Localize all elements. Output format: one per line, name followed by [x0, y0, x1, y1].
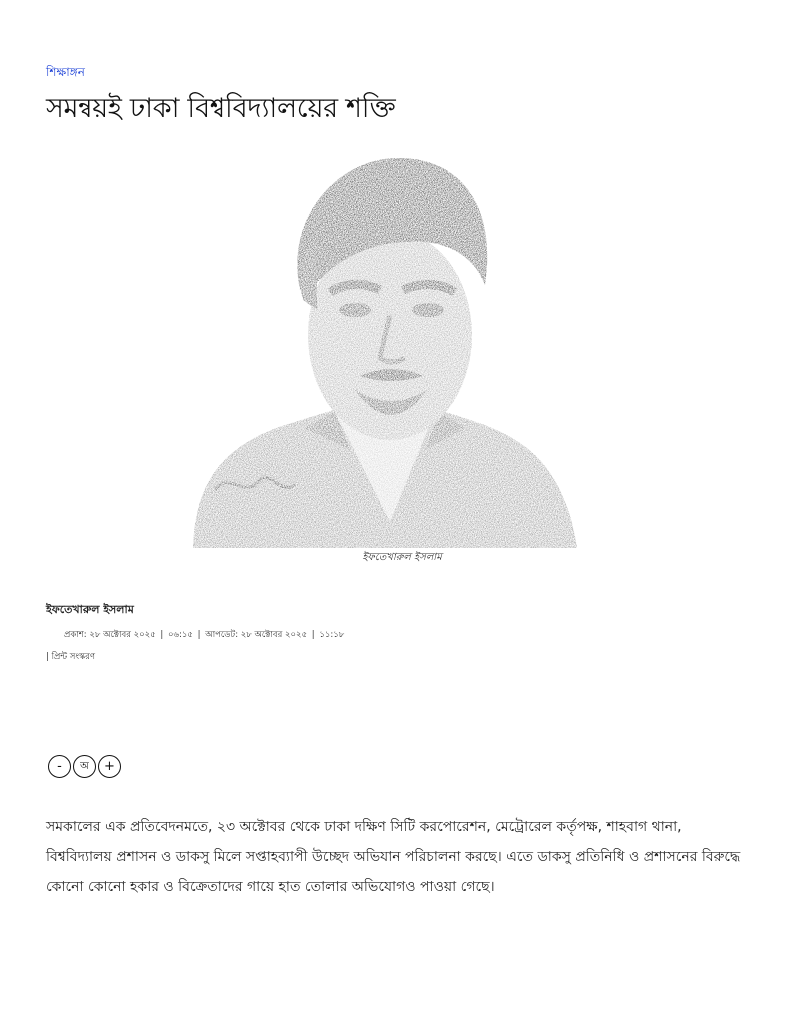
updated-time: ১১:১৮ — [319, 630, 345, 640]
image-caption-text: ইফতেখারুল ইসলাম — [362, 552, 442, 563]
print-edition-label: প্রিন্ট সংস্করণ — [51, 652, 95, 662]
separator: | — [46, 652, 49, 662]
separator: | — [197, 630, 201, 640]
font-reset-button[interactable]: অ — [73, 755, 96, 778]
updated-date: ২৮ অক্টোবর ২০২৫ — [240, 630, 308, 640]
published-label: প্রকাশ: — [64, 630, 87, 640]
portrait-sketch-image — [185, 150, 585, 548]
published-time: ০৬:১৫ — [167, 630, 193, 640]
article-body-paragraph: সমকালের এক প্রতিবেদনমতে, ২৩ অক্টোবর থেকে ঢাকা দক্ষিণ সিটি করপোরেশন, মেট্রোরেল কর্তৃপক্ষ, শাহবাগ থানা, বিশ্ববিদ্যালয় প্রশাসন ও ডাকসু মিলে সপ্তাহব্যাপী উচ্ছেদ অভিযান পরিচালনা করছে। এতে ডাকসু প্রতিনিধি ও প্রশাসনের বিরুদ্ধে কোনো কোনো হকার ও বিক্রেতাদের গায়ে হাত তোলার অভিযোগও পাওয়া গেছে। — [46, 819, 741, 895]
article-title: সমন্বয়ই ঢাকা বিশ্ববিদ্যালয়ের শক্তি — [46, 93, 396, 124]
publish-info — [64, 628, 344, 642]
separator: | — [160, 630, 164, 640]
separator: | — [311, 630, 315, 640]
font-increase-button[interactable]: + — [98, 755, 121, 778]
image-caption — [185, 550, 585, 567]
article-figure — [185, 150, 585, 570]
font-size-controls — [48, 755, 121, 778]
author-name[interactable]: ইফতেখারুল ইসলাম — [46, 603, 134, 616]
updated-label: আপডেট: — [205, 630, 239, 640]
category-link[interactable]: শিক্ষাঙ্গন — [46, 65, 85, 79]
published-date: ২৮ অক্টোবর ২০২৫ — [89, 630, 156, 640]
print-edition — [46, 650, 95, 664]
font-decrease-button[interactable]: - — [48, 755, 71, 778]
